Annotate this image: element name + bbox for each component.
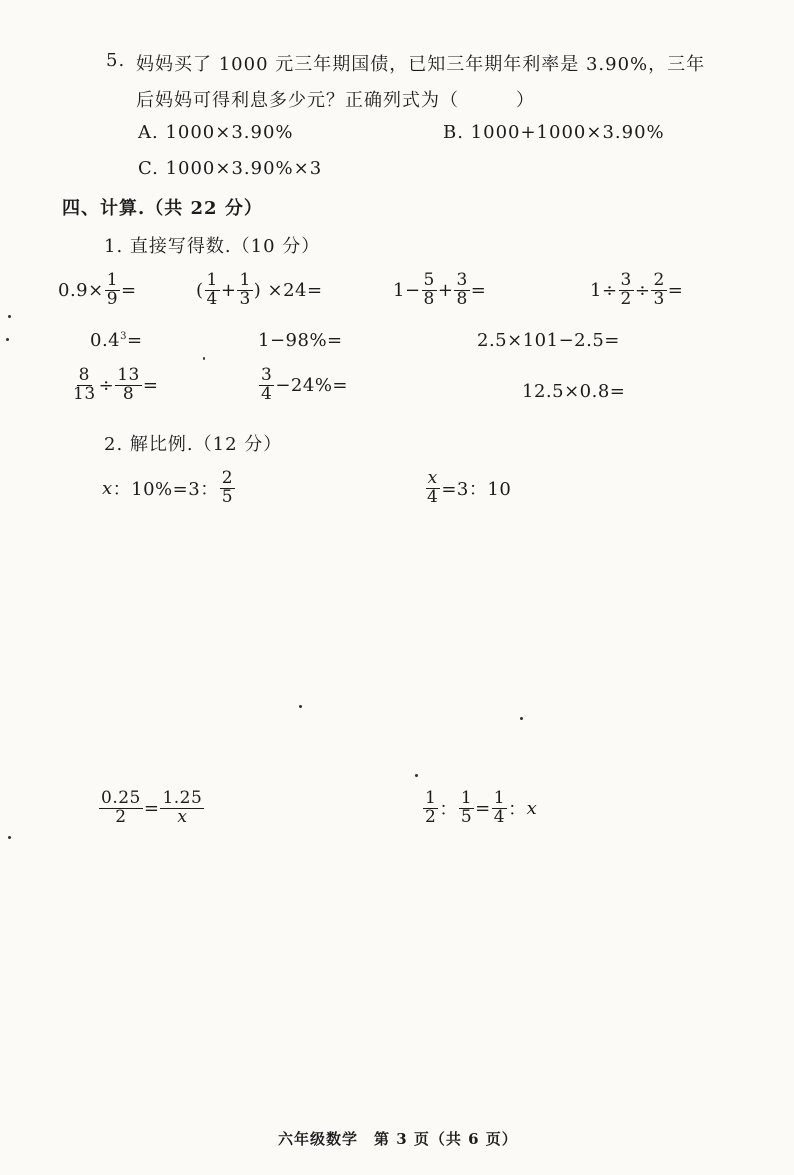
calc-expr-3-plus: + <box>437 279 454 301</box>
calc-expr-2 <box>196 272 323 309</box>
proportion-1-variable: x <box>102 477 113 499</box>
calc-expr-5-base: 0.4 <box>90 330 121 351</box>
calc-expr-3-fraction-2: $\frac{3}{8}$ <box>456 270 468 309</box>
q5-stem-line1: 妈妈买了 1000 元三年期国债，已知三年期年利率是 3.90%，三年 <box>136 54 706 75</box>
scan-speck <box>6 338 9 341</box>
calc-expr-6: 1−98%= <box>258 330 343 351</box>
calc-expr-4-prefix: 1÷ <box>590 279 618 301</box>
calc-expr-5-exponent: 3 <box>120 331 128 342</box>
section4-title: 四、计算.（共 22 分） <box>62 198 263 219</box>
q5-number: 5. <box>106 50 126 71</box>
q5-stem-line2: 后妈妈可得利息多少元？正确列式为（ ） <box>136 90 535 111</box>
proportion-1-fraction: $\frac{2}{5}$ <box>221 468 234 507</box>
calc-expr-4-divide: ÷ <box>634 279 651 301</box>
calc-expr-5-equals: = <box>127 330 143 351</box>
proportion-1 <box>102 470 236 507</box>
scan-speck <box>299 705 302 708</box>
calc-expr-8-fraction-2: $\frac{13}{8}$ <box>117 365 140 404</box>
calc-expr-4-equals: = <box>667 279 684 301</box>
calc-expr-1-fraction: $\frac{1}{9}$ <box>106 270 119 309</box>
section4-sub1-title: 1. 直接写得数.（10 分） <box>104 236 321 257</box>
calc-expr-9 <box>258 367 348 404</box>
scan-speck <box>8 315 11 318</box>
calc-expr-2-fraction-2: $\frac{1}{3}$ <box>239 270 251 309</box>
calc-expr-3 <box>393 272 486 309</box>
q5-option-a: A. 1000×3.90% <box>138 122 294 143</box>
proportion-4-fraction-2: $\frac{1}{5}$ <box>460 788 473 827</box>
q5-option-b: B. 1000+1000×3.90% <box>443 122 665 143</box>
proportion-4-variable: x <box>526 797 538 819</box>
scan-speck <box>203 357 205 360</box>
calc-expr-8-divide: ÷ <box>98 374 115 396</box>
q5-option-c: C. 1000×3.90%×3 <box>138 158 323 179</box>
calc-expr-5 <box>90 330 143 351</box>
proportion-2-fraction: $\frac{x}{4}$ <box>427 468 439 507</box>
proportion-4-fraction-3: $\frac{1}{4}$ <box>493 788 506 827</box>
proportion-2 <box>424 470 511 507</box>
proportion-4-colon-1: ： <box>439 799 458 821</box>
calc-expr-8-fraction-1: $\frac{8}{13}$ <box>73 365 96 404</box>
calc-expr-1-equals: = <box>121 279 137 301</box>
calc-expr-4-fraction-2: $\frac{2}{3}$ <box>653 270 665 309</box>
calc-expr-2-suffix: ) ×24= <box>253 279 323 301</box>
proportion-3-fraction-2: $\frac{1.25}{x}$ <box>162 788 203 827</box>
scan-speck <box>415 774 418 777</box>
proportion-3-fraction-1: $\frac{0.25}{2}$ <box>101 788 141 827</box>
calc-expr-3-equals: = <box>470 279 487 301</box>
calc-expr-9-fraction: $\frac{3}{4}$ <box>261 365 273 404</box>
proportion-4-fraction-1: $\frac{1}{2}$ <box>425 788 437 827</box>
calc-expr-4-fraction-1: $\frac{3}{2}$ <box>620 270 632 309</box>
scan-speck <box>520 717 523 720</box>
proportion-3 <box>98 790 205 827</box>
calc-expr-3-prefix: 1− <box>393 279 421 301</box>
calc-expr-2-paren: ( <box>196 279 204 301</box>
proportion-4-equals: = <box>475 797 491 819</box>
calc-expr-2-fraction-1: $\frac{1}{4}$ <box>206 270 218 309</box>
calc-expr-1 <box>58 272 137 309</box>
proportion-2-suffix: =3：10 <box>441 479 512 501</box>
calc-expr-1-prefix: 0.9× <box>58 279 104 301</box>
calc-expr-7: 2.5×101−2.5= <box>477 330 620 351</box>
calc-expr-3-fraction-1: $\frac{5}{8}$ <box>423 270 435 309</box>
proportion-1-middle: ：10%=3： <box>112 479 219 501</box>
calc-expr-4 <box>590 272 683 309</box>
proportion-4 <box>422 790 537 827</box>
page-footer: 六年级数学 第 3 页（共 6 页） <box>278 1130 518 1148</box>
calc-expr-2-plus: + <box>220 279 237 301</box>
section4-sub2-title: 2. 解比例.（12 分） <box>104 434 283 455</box>
calc-expr-10: 12.5×0.8= <box>522 381 626 402</box>
proportion-3-equals: = <box>143 797 160 819</box>
calc-expr-9-suffix: −24%= <box>275 374 348 396</box>
calc-expr-8 <box>70 367 158 404</box>
calc-expr-8-equals: = <box>142 374 159 396</box>
proportion-4-colon-2: ： <box>508 799 527 821</box>
scan-speck <box>8 836 11 839</box>
